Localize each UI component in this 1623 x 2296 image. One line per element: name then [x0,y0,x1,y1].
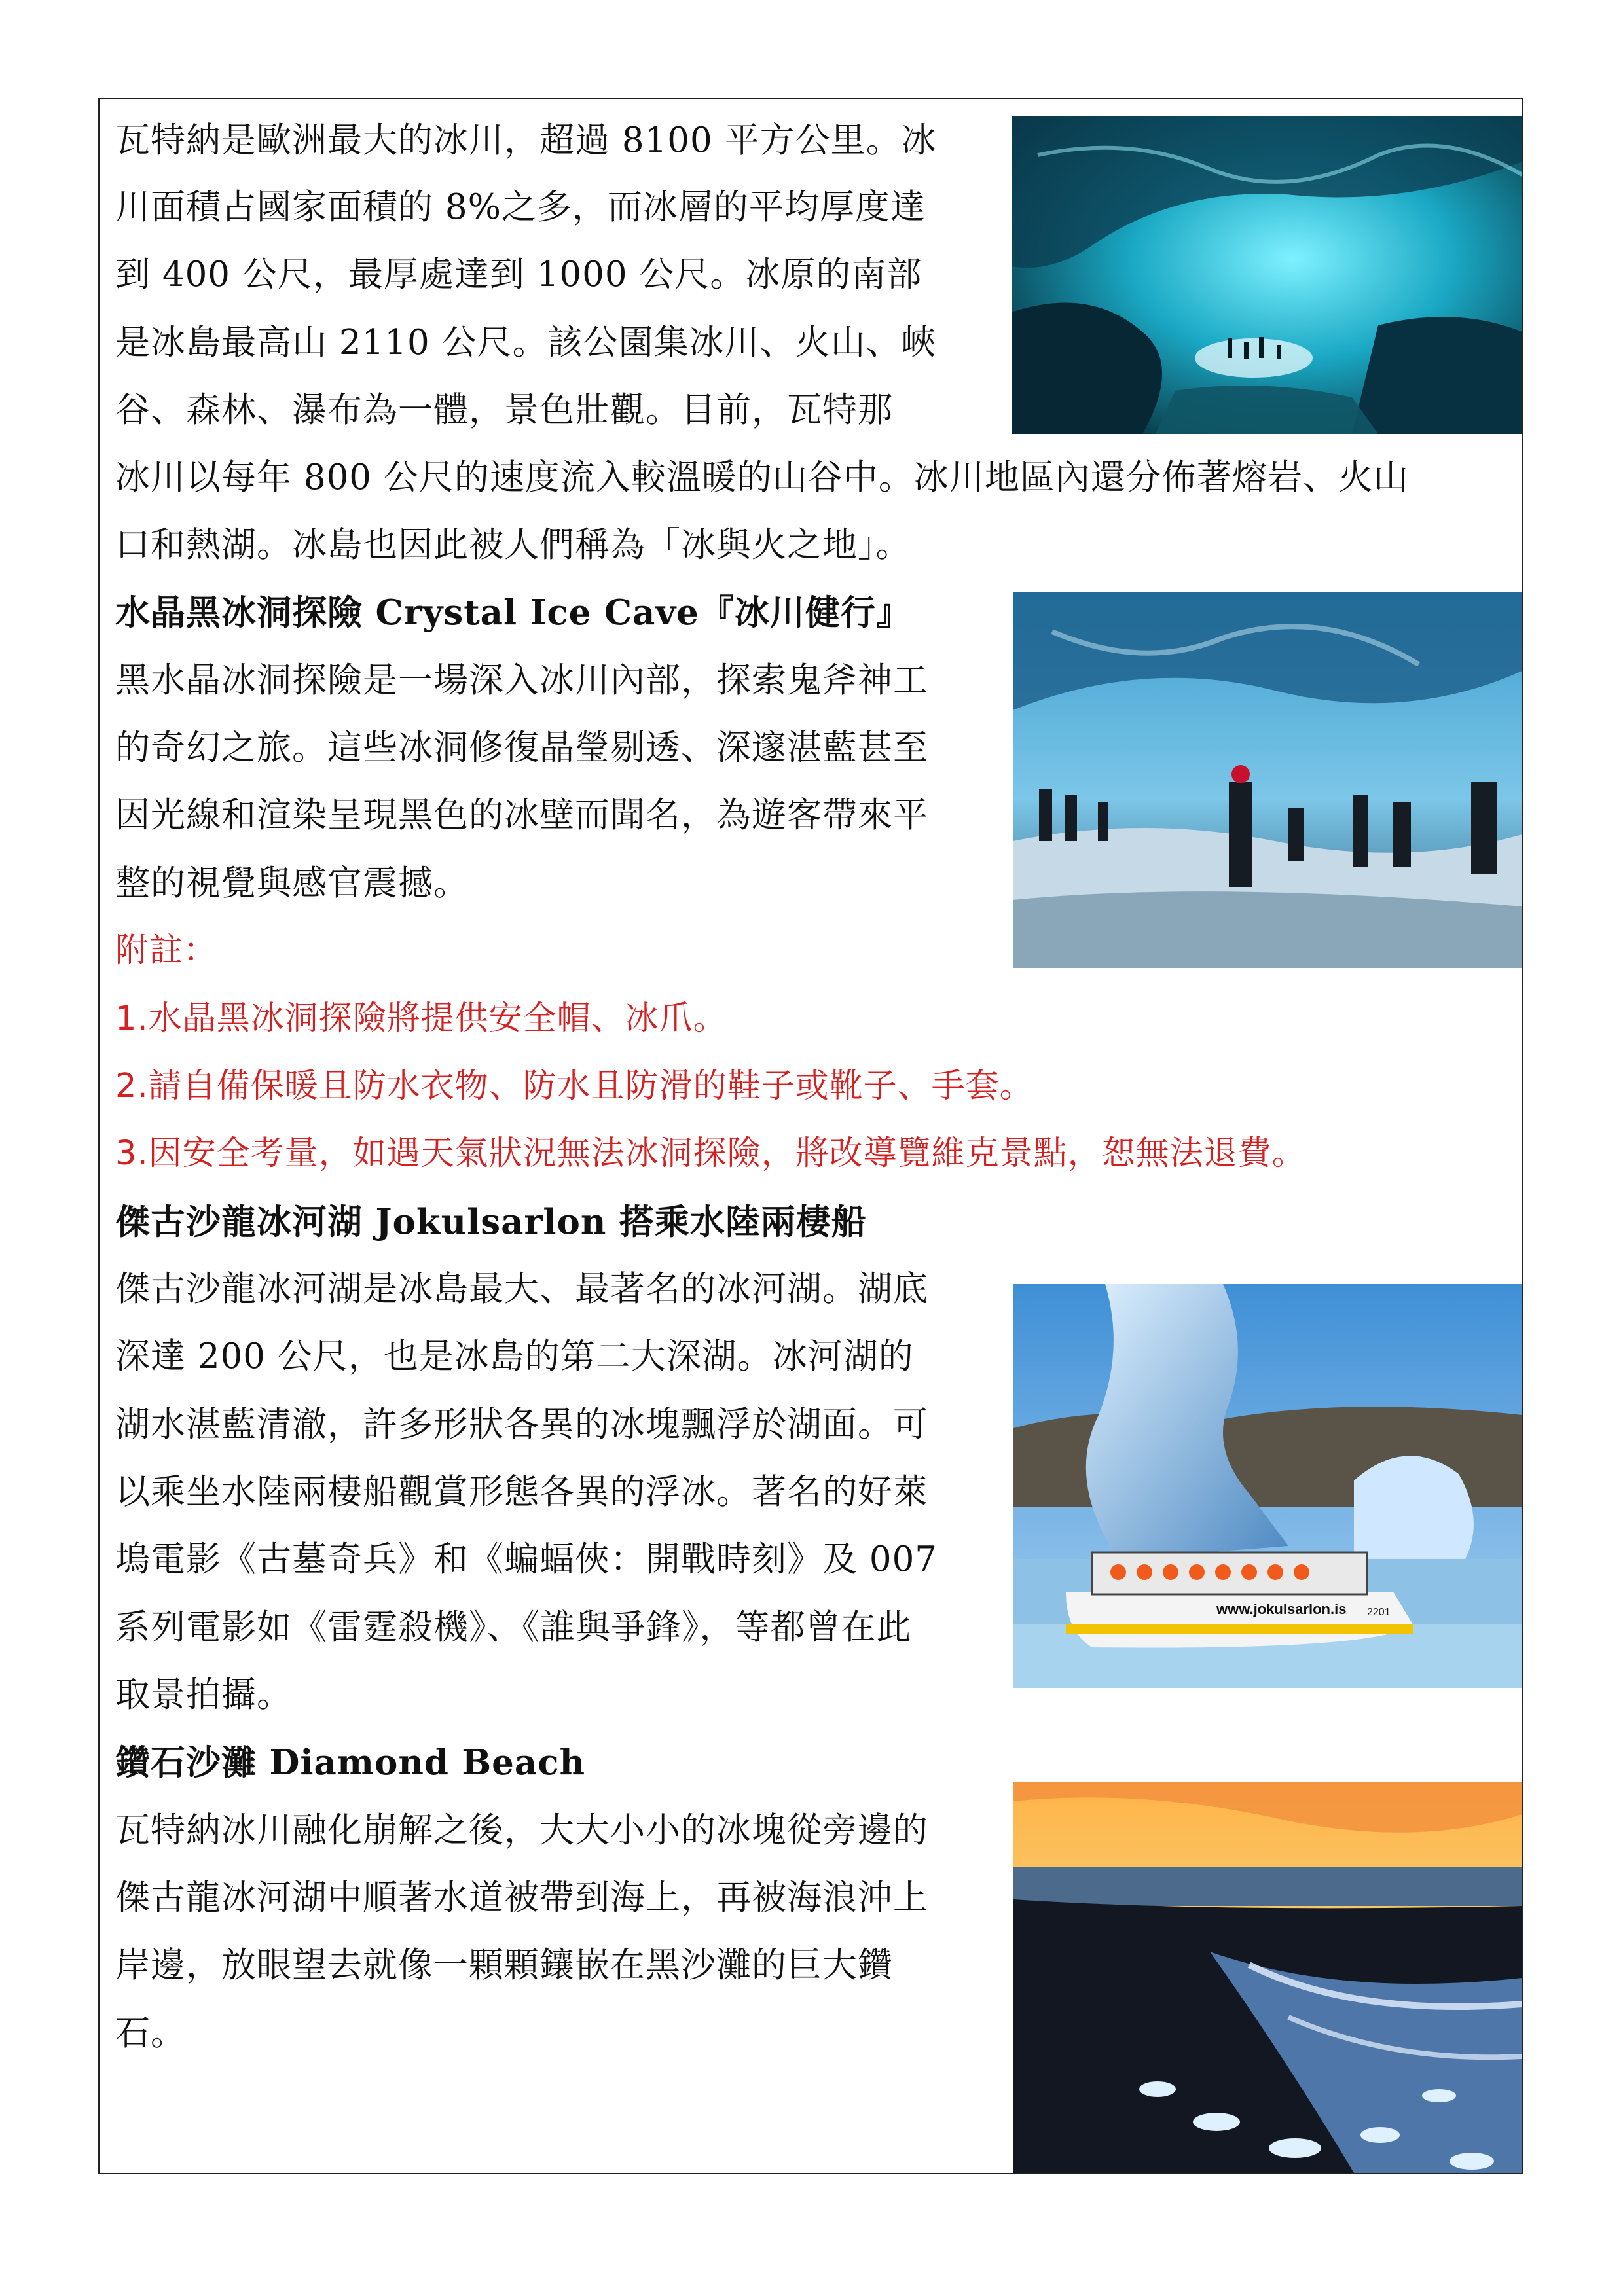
lagoon-line: 以乘坐水陸兩棲船觀賞形態各異的浮冰。著名的好萊 [115,1472,928,1512]
lagoon-line: 深達 200 公尺，也是冰島的第二大深湖。冰河湖的 [115,1336,914,1376]
lagoon-line: 湖水湛藍清澈，許多形狀各異的冰塊飄浮於湖面。可 [115,1405,928,1444]
ice-cave-line: 黑水晶冰洞探險是一場深入冰川內部，探索鬼斧神工 [115,660,928,700]
crystal-ice-cave-photo [1013,592,1522,968]
section-heading-ice-cave: 水晶黑冰洞探險 Crystal Ice Cave『冰川健行』 [115,592,911,633]
intro-line: 谷、森林、瀑布為一體，景色壯觀。目前，瓦特那 [115,390,893,430]
beach-line: 瓦特納冰川融化崩解之後，大大小小的冰塊從旁邊的 [115,1810,928,1850]
lagoon-line: 塢電影《古墓奇兵》和《蝙蝠俠：開戰時刻》及 007 [115,1539,938,1579]
note-item: 3.因安全考量，如遇天氣狀況無法冰洞探險，將改導覽維克景點，恕無法退費。 [115,1134,1306,1173]
section-heading-lagoon: 傑古沙龍冰河湖 Jokulsarlon 搭乘水陸兩棲船 [115,1202,867,1242]
intro-line: 口和熱湖。冰島也因此被人們稱為「冰與火之地」。 [115,525,911,565]
notes-title: 附註： [115,931,218,970]
jokulsarlon-boat-photo [1013,1284,1522,1688]
intro-line: 是冰島最高山 2110 公尺。該公園集冰川、火山、峽 [115,323,937,363]
note-item: 2.請自備保暖且防水衣物、防水且防滑的鞋子或靴子、手套。 [115,1067,1034,1105]
ice-cave-line: 整的視覺與感官震撼。 [115,863,469,903]
lagoon-line: 系列電影如《雷霆殺機》、《誰與爭鋒》，等都曾在此 [115,1607,912,1647]
intro-line: 川面積占國家面積的 8%之多，而冰層的平均厚度達 [115,187,926,227]
section-heading-beach: 鑽石沙灘 Diamond Beach [115,1742,586,1783]
intro-line: 瓦特納是歐洲最大的冰川，超過 8100 平方公里。冰 [115,120,937,160]
ice-cave-line: 因光線和渲染呈現黑色的冰壁而聞名，為遊客帶來平 [115,795,928,835]
beach-line: 石。 [115,2013,186,2053]
beach-line: 傑古龍冰河湖中順著水道被帶到海上，再被海浪沖上 [115,1878,928,1918]
intro-line: 冰川以每年 800 公尺的速度流入較溫暖的山谷中。冰川地區內還分佈著熔岩、火山 [115,457,1409,497]
lagoon-line: 取景拍攝。 [115,1675,292,1715]
lagoon-line: 傑古沙龍冰河湖是冰島最大、最著名的冰河湖。湖底 [115,1269,928,1309]
diamond-beach-photo [1013,1782,1522,2173]
glacier-ice-cave-photo [1012,116,1522,434]
note-item: 1.水晶黑冰洞探險將提供安全帽、冰爪。 [115,999,727,1038]
beach-line: 岸邊，放眼望去就像一顆顆鑲嵌在黑沙灘的巨大鑽 [115,1945,893,1985]
boat-sign-text: www.jokulsarlon.is [1216,1601,1347,1617]
boat-number-text: 2201 [1367,1607,1391,1618]
ice-cave-line: 的奇幻之旅。這些冰洞修復晶瑩剔透、深邃湛藍甚至 [115,728,928,768]
intro-line: 到 400 公尺，最厚處達到 1000 公尺。冰原的南部 [115,255,922,295]
